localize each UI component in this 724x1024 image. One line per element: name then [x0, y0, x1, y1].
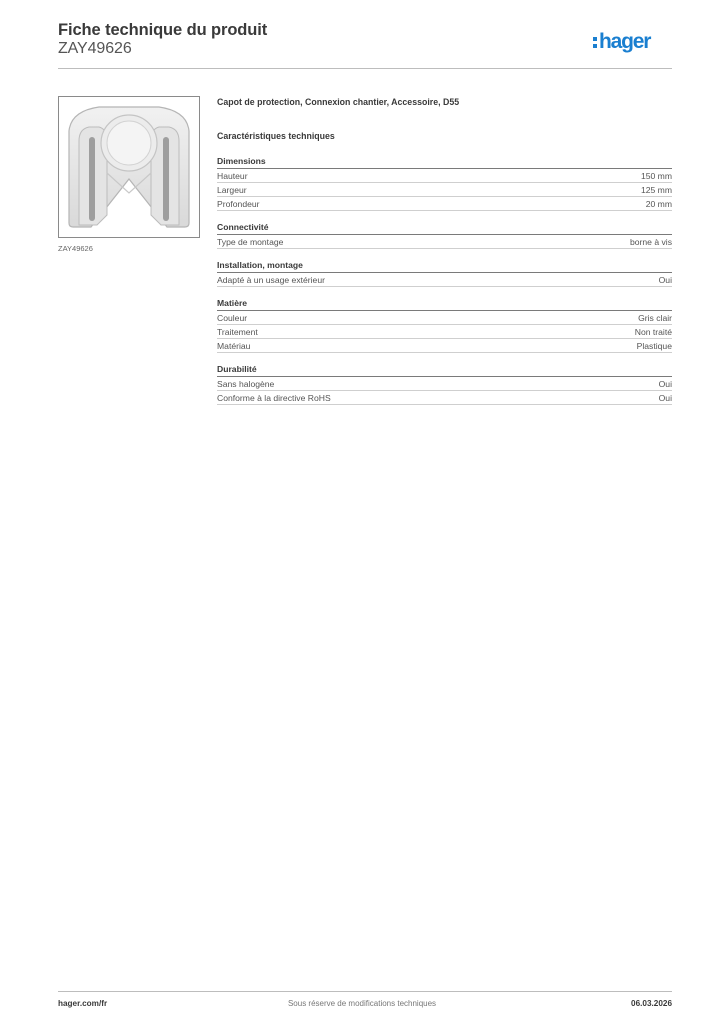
spec-label: Conforme à la directive RoHS [217, 392, 331, 403]
spec-value: Oui [658, 274, 672, 285]
group-durability [217, 363, 672, 405]
product-reference: ZAY49626 [58, 40, 132, 57]
spec-value: 20 mm [645, 198, 672, 209]
group-installation [217, 259, 672, 287]
spec-row [217, 169, 672, 183]
spec-label: Profondeur [217, 198, 260, 209]
group-title: Connectivité [217, 221, 672, 235]
spec-value: borne à vis [629, 236, 672, 247]
spec-value: 150 mm [640, 170, 672, 181]
spec-label: Couleur [217, 312, 248, 323]
logo-text: hager [599, 30, 651, 53]
footer-disclaimer: Sous réserve de modifications techniques [287, 999, 437, 1008]
spec-row [217, 339, 672, 353]
footer-divider [58, 991, 672, 992]
spec-value: Plastique [636, 340, 672, 351]
group-title: Matière [217, 297, 672, 311]
group-dimensions [217, 155, 672, 211]
spec-value: 125 mm [640, 184, 672, 195]
spec-row [217, 377, 672, 391]
spec-label: Largeur [217, 184, 247, 195]
spec-row [217, 183, 672, 197]
spec-label: Adapté à un usage extérieur [217, 274, 325, 285]
spec-value: Gris clair [638, 312, 672, 323]
spec-row [217, 273, 672, 287]
spec-label: Hauteur [217, 170, 248, 181]
spec-row [217, 197, 672, 211]
spec-row [217, 325, 672, 339]
spec-label: Sans halogène [217, 378, 275, 389]
protective-cap-illustration [59, 97, 199, 237]
spec-label: Matériau [217, 340, 251, 351]
group-connectivity [217, 221, 672, 249]
logo-dot-top [593, 37, 597, 41]
page-title: Fiche technique du produit [58, 21, 268, 39]
spec-label: Traitement [217, 326, 258, 337]
hager-logo [592, 27, 674, 57]
group-title: Durabilité [217, 363, 672, 377]
footer-date: 06.03.2026 [631, 999, 672, 1008]
footer-website-link[interactable]: hager.com/fr [58, 999, 108, 1008]
spec-row [217, 391, 672, 405]
characteristics-heading: Caractéristiques techniques [217, 131, 335, 141]
spec-row [217, 235, 672, 249]
header-divider [58, 68, 672, 69]
group-title: Dimensions [217, 155, 672, 169]
spec-value: Oui [658, 392, 672, 403]
spec-label: Type de montage [217, 236, 284, 247]
spec-value: Non traité [634, 326, 672, 337]
logo-dot-bottom [593, 44, 597, 48]
spec-value: Oui [658, 378, 672, 389]
product-name: Capot de protection, Connexion chantier, Accessoire, D55 [217, 97, 460, 107]
spec-row [217, 311, 672, 325]
group-material [217, 297, 672, 353]
product-details [217, 96, 672, 405]
image-caption: ZAY49626 [58, 244, 93, 253]
group-title: Installation, montage [217, 259, 672, 273]
product-image [58, 96, 200, 238]
